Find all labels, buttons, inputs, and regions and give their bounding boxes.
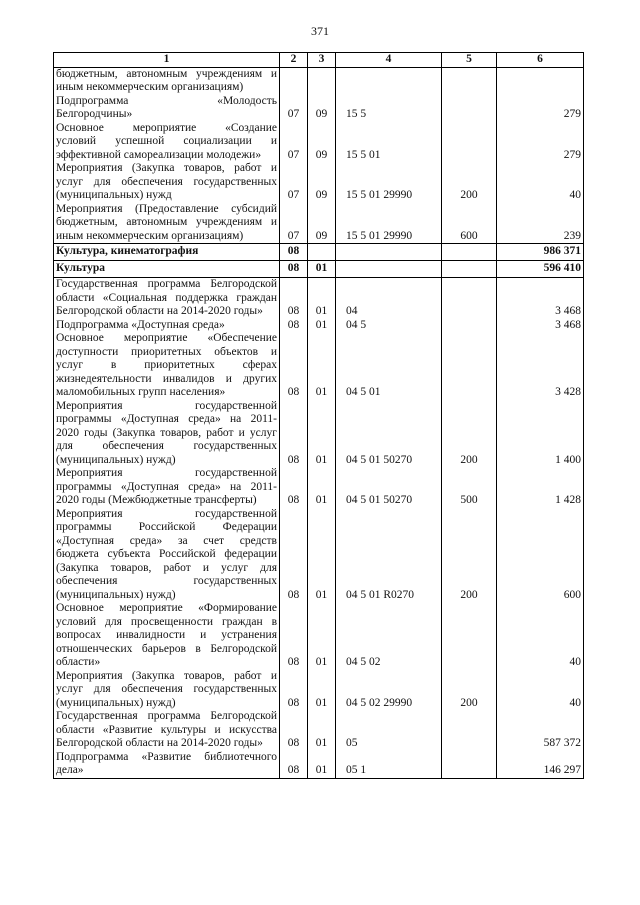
expense-type-code [442,751,497,779]
section-code: 07 [280,162,308,203]
expense-type-code: 200 [442,508,497,603]
section-row [54,261,584,278]
description-line: иным некоммерческим организациям) [56,81,244,93]
table-row [54,122,584,163]
description-line: Подпрограмма «Доступная среда» [56,318,225,331]
column-header: 3 [308,53,336,68]
description-line: (муниципальных) нужд) [56,696,176,709]
section-code: 08 [280,751,308,779]
table-row [54,203,584,244]
description-line: (муниципальных) нужд) [56,588,176,601]
row-description [54,203,280,244]
target-article-code [336,244,442,261]
expense-type-code [442,244,497,261]
amount: 986 371 [497,244,584,261]
description-line: области «Развитие культуры и искусства [56,723,277,736]
description-line: Мероприятия государственной [56,507,277,520]
target-article-code: 04 5 02 [336,602,442,670]
expense-type-code [442,319,497,333]
description-line: Мероприятия государственной [56,399,277,412]
table-header-row [54,53,584,68]
row-description [54,467,280,508]
description-line: Основное мероприятие «Создание [56,121,277,134]
amount: 239 [497,203,584,244]
table-row [54,602,584,670]
budget-table-body [54,53,584,779]
subsection-code: 01 [308,278,336,319]
subsection-code: 09 [308,203,336,244]
section-code: 08 [280,602,308,670]
description-line: Культура [56,262,106,275]
subsection-code [308,244,336,261]
description-line: Культура, кинематография [56,245,199,258]
budget-table [53,52,584,779]
description-line: услуг для обеспечения государственных [56,683,277,695]
column-header: 2 [280,53,308,68]
amount: 146 297 [497,751,584,779]
description-line: услуг в приоритетных сферах [56,359,277,371]
page-number: 371 [311,24,329,38]
section-code: 08 [280,508,308,603]
description-line: доступности приоритетных объектов и [56,345,277,358]
subsection-code: 01 [308,670,336,711]
amount: 3 428 [497,332,584,400]
description-line: области» [56,656,101,668]
subsection-code: 09 [308,95,336,122]
amount: 600 [497,508,584,603]
target-article-code: 15 5 01 29990 [336,162,442,203]
description-line: Мероприятия (Закупка товаров, работ и [56,669,277,682]
description-line: отношенческих барьеров в Белгородской [56,642,277,655]
table-row [54,670,584,711]
section-code: 08 [280,244,308,261]
amount: 1 400 [497,400,584,468]
subsection-code: 01 [308,751,336,779]
row-description [54,278,280,319]
section-code: 07 [280,95,308,122]
expense-type-code [442,278,497,319]
expense-type-code: 200 [442,162,497,203]
row-description [54,244,280,261]
section-code: 08 [280,400,308,468]
table-row [54,319,584,333]
expense-type-code [442,67,497,95]
column-header: 1 [54,53,280,68]
row-description [54,751,280,779]
description-line: услуг для обеспечения государственных [56,175,277,188]
target-article-code [336,67,442,95]
expense-type-code [442,710,497,751]
amount: 279 [497,95,584,122]
table-row [54,278,584,319]
subsection-code: 01 [308,261,336,278]
expense-type-code: 200 [442,670,497,711]
row-description [54,122,280,163]
expense-type-code [442,261,497,278]
amount: 596 410 [497,261,584,278]
description-line: программы «Доступная среда» на 2011- [56,480,277,493]
table-row [54,400,584,468]
table-row [54,95,584,122]
description-line: маломобильных групп населения» [56,386,226,398]
row-description [54,508,280,603]
amount: 587 372 [497,710,584,751]
section-code: 08 [280,332,308,400]
description-line: вопросах инвалидности и устранения [56,629,277,641]
expense-type-code [442,332,497,400]
description-line: области «Социальная поддержка граждан [56,291,277,304]
amount: 40 [497,670,584,711]
amount: 279 [497,122,584,163]
amount: 1 428 [497,467,584,508]
description-line: Белгородчины» [56,108,133,120]
description-line: «Доступная среда» за счет средств [56,534,277,547]
column-header: 6 [497,53,584,68]
table-row [54,162,584,203]
row-description [54,400,280,468]
row-description [54,67,280,95]
description-line: для обеспечения государственных [56,440,277,452]
description-line: программы Российской Федерации [56,521,277,533]
subsection-code: 01 [308,710,336,751]
section-code: 08 [280,710,308,751]
table-row [54,67,584,95]
description-line: эффективной самореализации молодежи» [56,148,262,161]
description-line: Подпрограмма «Развитие библиотечного [56,750,277,763]
description-line: условий успешной социализации и [56,135,277,147]
target-article-code: 05 [336,710,442,751]
subsection-code: 01 [308,319,336,333]
section-code: 08 [280,670,308,711]
table-row [54,332,584,400]
target-article-code [336,261,442,278]
subsection-code: 01 [308,602,336,670]
description-line: программы «Доступная среда» на 2011- [56,413,277,425]
target-article-code: 04 5 01 50270 [336,467,442,508]
description-line: Основное мероприятие «Обеспечение [56,332,277,344]
section-code: 08 [280,261,308,278]
amount: 40 [497,602,584,670]
description-line: жизнедеятельности инвалидов и других [56,372,277,385]
row-description [54,332,280,400]
description-line: дела» [56,764,84,776]
column-header: 4 [336,53,442,68]
amount [497,67,584,95]
description-line: (муниципальных) нужд [56,189,172,201]
description-line: Белгородской области на 2014-2020 годы» [56,305,263,317]
target-article-code: 15 5 01 [336,122,442,163]
table-row [54,508,584,603]
description-line: условий для просвещенности граждан в [56,615,277,628]
row-description [54,261,280,278]
expense-type-code [442,95,497,122]
target-article-code: 15 5 01 29990 [336,203,442,244]
description-line: бюджета субъекта Российской федерации [56,548,277,560]
subsection-code [308,67,336,95]
description-line: Основное мероприятие «Формирование [56,602,277,614]
target-article-code: 04 5 02 29990 [336,670,442,711]
section-code: 07 [280,203,308,244]
target-article-code: 04 5 01 [336,332,442,400]
subsection-code: 01 [308,508,336,603]
target-article-code: 04 5 01 50270 [336,400,442,468]
subsection-code: 01 [308,467,336,508]
description-line: Государственная программа Белгородской [56,278,277,290]
amount: 3 468 [497,319,584,333]
description-line: Белгородской области на 2014-2020 годы» [56,737,263,749]
subsection-code: 01 [308,400,336,468]
section-code [280,67,308,95]
column-header: 5 [442,53,497,68]
section-code: 08 [280,319,308,333]
description-line: обеспечения государственных [56,575,277,587]
description-line: Подпрограмма «Молодость [56,94,277,107]
section-row [54,244,584,261]
row-description [54,319,280,333]
table-row [54,751,584,779]
subsection-code: 09 [308,162,336,203]
target-article-code: 04 5 [336,319,442,333]
amount: 3 468 [497,278,584,319]
description-line: Мероприятия государственной [56,467,277,479]
target-article-code: 15 5 [336,95,442,122]
description-line: Мероприятия (Предоставление субсидий [56,202,277,215]
row-description [54,162,280,203]
row-description [54,710,280,751]
row-description [54,95,280,122]
section-code: 07 [280,122,308,163]
description-line: бюджетным, автономным учреждениям и [56,216,277,228]
amount: 40 [497,162,584,203]
description-line: Мероприятия (Закупка товаров, работ и [56,162,277,174]
section-code: 08 [280,278,308,319]
description-line: (Закупка товаров, работ и услуг для [56,561,277,574]
expense-type-code [442,122,497,163]
row-description [54,602,280,670]
description-line: иным некоммерческим организациям) [56,229,244,242]
subsection-code: 01 [308,332,336,400]
description-line: (муниципальных) нужд) [56,453,176,466]
description-line: 2020 годы (Закупка товаров, работ и услуг [56,426,277,439]
target-article-code: 04 5 01 R0270 [336,508,442,603]
target-article-code: 04 [336,278,442,319]
expense-type-code: 500 [442,467,497,508]
expense-type-code: 600 [442,203,497,244]
target-article-code: 05 1 [336,751,442,779]
table-row [54,710,584,751]
subsection-code: 09 [308,122,336,163]
description-line: бюджетным, автономным учреждениям и [56,67,277,80]
row-description [54,670,280,711]
table-row [54,467,584,508]
section-code: 08 [280,467,308,508]
description-line: Государственная программа Белгородской [56,710,277,722]
expense-type-code: 200 [442,400,497,468]
description-line: 2020 годы (Межбюджетные трансферты) [56,494,257,506]
expense-type-code [442,602,497,670]
